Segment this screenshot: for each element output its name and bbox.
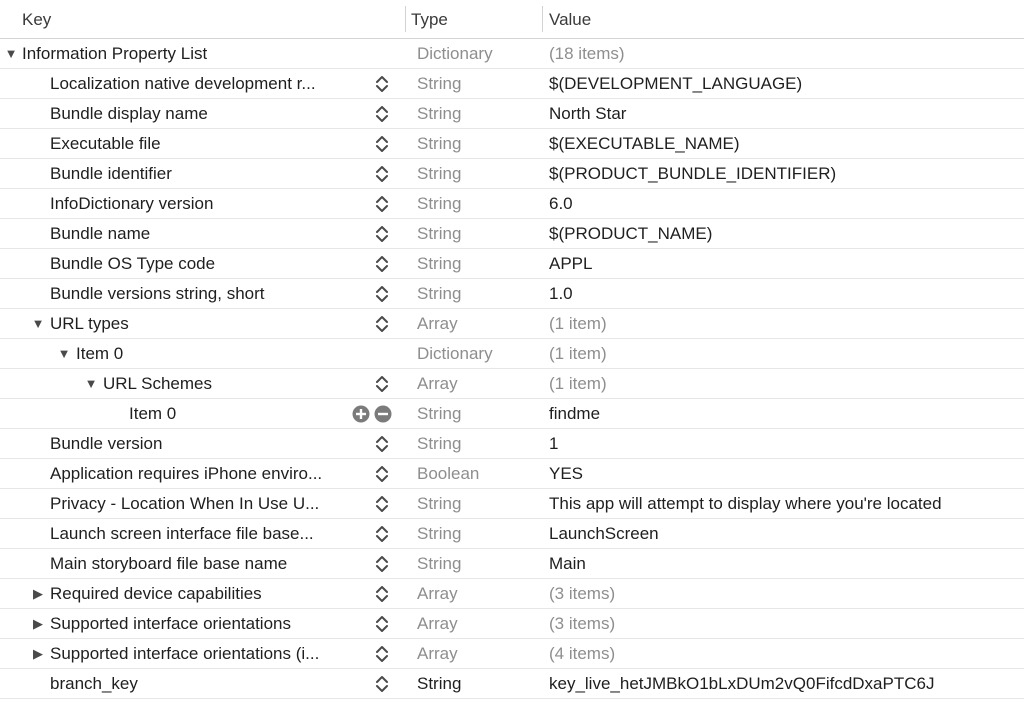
- type-cell[interactable]: String: [417, 494, 462, 513]
- key-cell[interactable]: [0, 459, 400, 488]
- disclosure-triangle-closed-icon[interactable]: ▶: [33, 616, 43, 631]
- plist-row[interactable]: [0, 399, 1024, 429]
- type-cell[interactable]: Dictionary: [417, 44, 493, 63]
- type-cell[interactable]: String: [417, 254, 462, 273]
- plist-row[interactable]: [0, 69, 1024, 99]
- key-label: URL Schemes: [103, 374, 212, 393]
- key-column-header[interactable]: Key: [22, 10, 52, 29]
- type-cell[interactable]: String: [417, 164, 462, 183]
- disclosure-triangle-open-icon[interactable]: ▼: [57, 346, 71, 361]
- plist-row[interactable]: [0, 519, 1024, 549]
- key-label: Executable file: [50, 134, 161, 153]
- key-cell[interactable]: [0, 189, 400, 218]
- plist-row[interactable]: [0, 129, 1024, 159]
- value-cell: (1 item): [549, 344, 607, 363]
- key-popup-stepper-icon[interactable]: [374, 104, 390, 124]
- type-cell[interactable]: Boolean: [417, 464, 480, 483]
- key-label: Main storyboard file base name: [50, 554, 288, 573]
- type-cell[interactable]: String: [417, 554, 462, 573]
- key-cell[interactable]: [0, 249, 400, 278]
- key-cell[interactable]: [0, 39, 400, 68]
- type-cell[interactable]: String: [417, 674, 462, 693]
- type-cell[interactable]: Array: [417, 614, 458, 633]
- key-label: InfoDictionary version: [50, 194, 214, 213]
- key-popup-stepper-icon[interactable]: [374, 644, 390, 664]
- value-cell: (3 items): [549, 584, 616, 603]
- key-cell[interactable]: [0, 279, 400, 308]
- key-popup-stepper-icon[interactable]: [374, 464, 390, 484]
- key-cell[interactable]: [0, 369, 400, 398]
- key-label: Application requires iPhone enviro...: [50, 464, 323, 483]
- key-popup-stepper-icon[interactable]: [374, 524, 390, 544]
- key-cell[interactable]: [0, 489, 400, 518]
- key-popup-stepper-icon[interactable]: [374, 164, 390, 184]
- key-popup-stepper-icon[interactable]: [374, 224, 390, 244]
- plist-row[interactable]: [0, 369, 1024, 399]
- plist-row[interactable]: [0, 189, 1024, 219]
- value-cell[interactable]: $(DEVELOPMENT_LANGUAGE): [549, 74, 803, 93]
- plist-row[interactable]: [0, 279, 1024, 309]
- key-popup-stepper-icon[interactable]: [374, 314, 390, 334]
- key-cell[interactable]: [0, 129, 400, 158]
- key-label: Information Property List: [22, 44, 208, 63]
- plist-row[interactable]: [0, 579, 1024, 609]
- disclosure-triangle-closed-icon[interactable]: ▶: [33, 646, 43, 661]
- key-cell[interactable]: [0, 399, 400, 428]
- type-cell[interactable]: Array: [417, 314, 458, 333]
- plist-row[interactable]: [0, 459, 1024, 489]
- key-label: Launch screen interface file base...: [50, 524, 314, 543]
- plist-row[interactable]: [0, 489, 1024, 519]
- key-cell[interactable]: [0, 219, 400, 248]
- key-cell[interactable]: [0, 159, 400, 188]
- type-cell[interactable]: String: [417, 404, 462, 423]
- type-column-header[interactable]: Type: [411, 10, 448, 29]
- plist-row[interactable]: [0, 609, 1024, 639]
- key-cell[interactable]: [0, 309, 400, 338]
- value-cell: (1 item): [549, 374, 607, 393]
- key-label: Bundle name: [50, 224, 151, 243]
- type-cell[interactable]: Array: [417, 644, 458, 663]
- key-label: Bundle display name: [50, 104, 208, 123]
- value-cell[interactable]: LaunchScreen: [549, 524, 659, 543]
- column-divider[interactable]: [405, 6, 406, 32]
- value-cell: (4 items): [549, 644, 616, 663]
- type-cell[interactable]: Array: [417, 374, 458, 393]
- key-label: Privacy - Location When In Use U...: [50, 494, 320, 513]
- value-cell[interactable]: findme: [549, 404, 601, 423]
- plist-row[interactable]: [0, 639, 1024, 669]
- key-cell[interactable]: [0, 69, 400, 98]
- key-cell[interactable]: [0, 429, 400, 458]
- plist-row[interactable]: [0, 99, 1024, 129]
- key-label: branch_key: [50, 674, 138, 693]
- key-cell[interactable]: [0, 519, 400, 548]
- value-cell[interactable]: 1.0: [549, 284, 573, 303]
- key-popup-stepper-icon[interactable]: [374, 674, 390, 694]
- remove-item-icon[interactable]: [374, 405, 392, 428]
- key-popup-stepper-icon[interactable]: [374, 134, 390, 154]
- key-popup-stepper-icon[interactable]: [374, 74, 390, 94]
- value-cell[interactable]: North Star: [549, 104, 627, 123]
- key-label: Item 0: [76, 344, 124, 363]
- key-label: Required device capabilities: [50, 584, 262, 603]
- key-popup-stepper-icon[interactable]: [374, 254, 390, 274]
- value-cell[interactable]: $(PRODUCT_NAME): [549, 224, 713, 243]
- key-popup-stepper-icon[interactable]: [374, 194, 390, 214]
- plist-row[interactable]: [0, 249, 1024, 279]
- type-cell[interactable]: String: [417, 524, 462, 543]
- value-cell[interactable]: 1: [549, 434, 559, 453]
- key-popup-stepper-icon[interactable]: [374, 614, 390, 634]
- key-popup-stepper-icon[interactable]: [374, 434, 390, 454]
- plist-row[interactable]: [0, 39, 1024, 69]
- value-column-header[interactable]: Value: [549, 10, 592, 29]
- plist-row[interactable]: [0, 339, 1024, 369]
- value-cell[interactable]: $(PRODUCT_BUNDLE_IDENTIFIER): [549, 164, 837, 183]
- plist-row[interactable]: [0, 549, 1024, 579]
- key-popup-stepper-icon[interactable]: [374, 284, 390, 304]
- key-cell[interactable]: [0, 639, 400, 668]
- type-cell[interactable]: Dictionary: [417, 344, 493, 363]
- key-label: Localization native development r...: [50, 74, 316, 93]
- key-label: Bundle identifier: [50, 164, 172, 183]
- key-label: Supported interface orientations (i...: [50, 644, 320, 663]
- disclosure-triangle-open-icon[interactable]: ▼: [4, 46, 18, 61]
- type-cell[interactable]: String: [417, 284, 462, 303]
- key-cell[interactable]: [0, 339, 400, 368]
- value-cell: (18 items): [549, 44, 625, 63]
- value-cell: (1 item): [549, 314, 607, 333]
- type-cell[interactable]: String: [417, 74, 462, 93]
- key-label: Bundle OS Type code: [50, 254, 216, 273]
- type-cell[interactable]: String: [417, 224, 462, 243]
- key-label: URL types: [50, 314, 129, 333]
- key-popup-stepper-icon[interactable]: [374, 584, 390, 604]
- key-label: Bundle version: [50, 434, 163, 453]
- add-item-icon[interactable]: [352, 405, 370, 428]
- key-popup-stepper-icon[interactable]: [374, 494, 390, 514]
- plist-row[interactable]: [0, 429, 1024, 459]
- key-cell[interactable]: [0, 99, 400, 128]
- disclosure-triangle-closed-icon[interactable]: ▶: [33, 586, 43, 601]
- key-popup-stepper-icon[interactable]: [374, 554, 390, 574]
- value-cell: (3 items): [549, 614, 616, 633]
- key-cell[interactable]: [0, 549, 400, 578]
- value-cell[interactable]: YES: [549, 464, 584, 483]
- plist-row[interactable]: [0, 669, 1024, 699]
- key-cell[interactable]: [0, 669, 400, 698]
- type-cell[interactable]: String: [417, 134, 462, 153]
- type-cell[interactable]: String: [417, 194, 462, 213]
- add-remove-controls: [352, 405, 396, 423]
- disclosure-triangle-open-icon[interactable]: ▼: [31, 316, 45, 331]
- disclosure-triangle-open-icon[interactable]: ▼: [84, 376, 98, 391]
- key-cell[interactable]: [0, 609, 400, 638]
- value-cell[interactable]: APPL: [549, 254, 593, 273]
- key-cell[interactable]: [0, 579, 400, 608]
- plist-row[interactable]: [0, 219, 1024, 249]
- column-header: [0, 0, 1024, 39]
- type-cell[interactable]: Array: [417, 584, 458, 603]
- type-cell[interactable]: String: [417, 104, 462, 123]
- plist-row[interactable]: [0, 309, 1024, 339]
- value-cell[interactable]: 6.0: [549, 194, 573, 213]
- key-label: Item 0: [129, 404, 177, 423]
- key-label: Bundle versions string, short: [50, 284, 265, 303]
- property-rows: [0, 39, 1024, 699]
- column-divider[interactable]: [542, 6, 543, 32]
- type-cell[interactable]: String: [417, 434, 462, 453]
- value-cell[interactable]: Main: [549, 554, 586, 573]
- key-popup-stepper-icon[interactable]: [374, 374, 390, 394]
- key-label: Supported interface orientations: [50, 614, 291, 633]
- value-cell[interactable]: key_live_hetJMBkO1bLxDUm2vQ0FifcdDxaPTC6J: [549, 674, 935, 693]
- plist-row[interactable]: [0, 159, 1024, 189]
- value-cell[interactable]: This app will attempt to display where you're located: [549, 494, 942, 513]
- value-cell[interactable]: $(EXECUTABLE_NAME): [549, 134, 740, 153]
